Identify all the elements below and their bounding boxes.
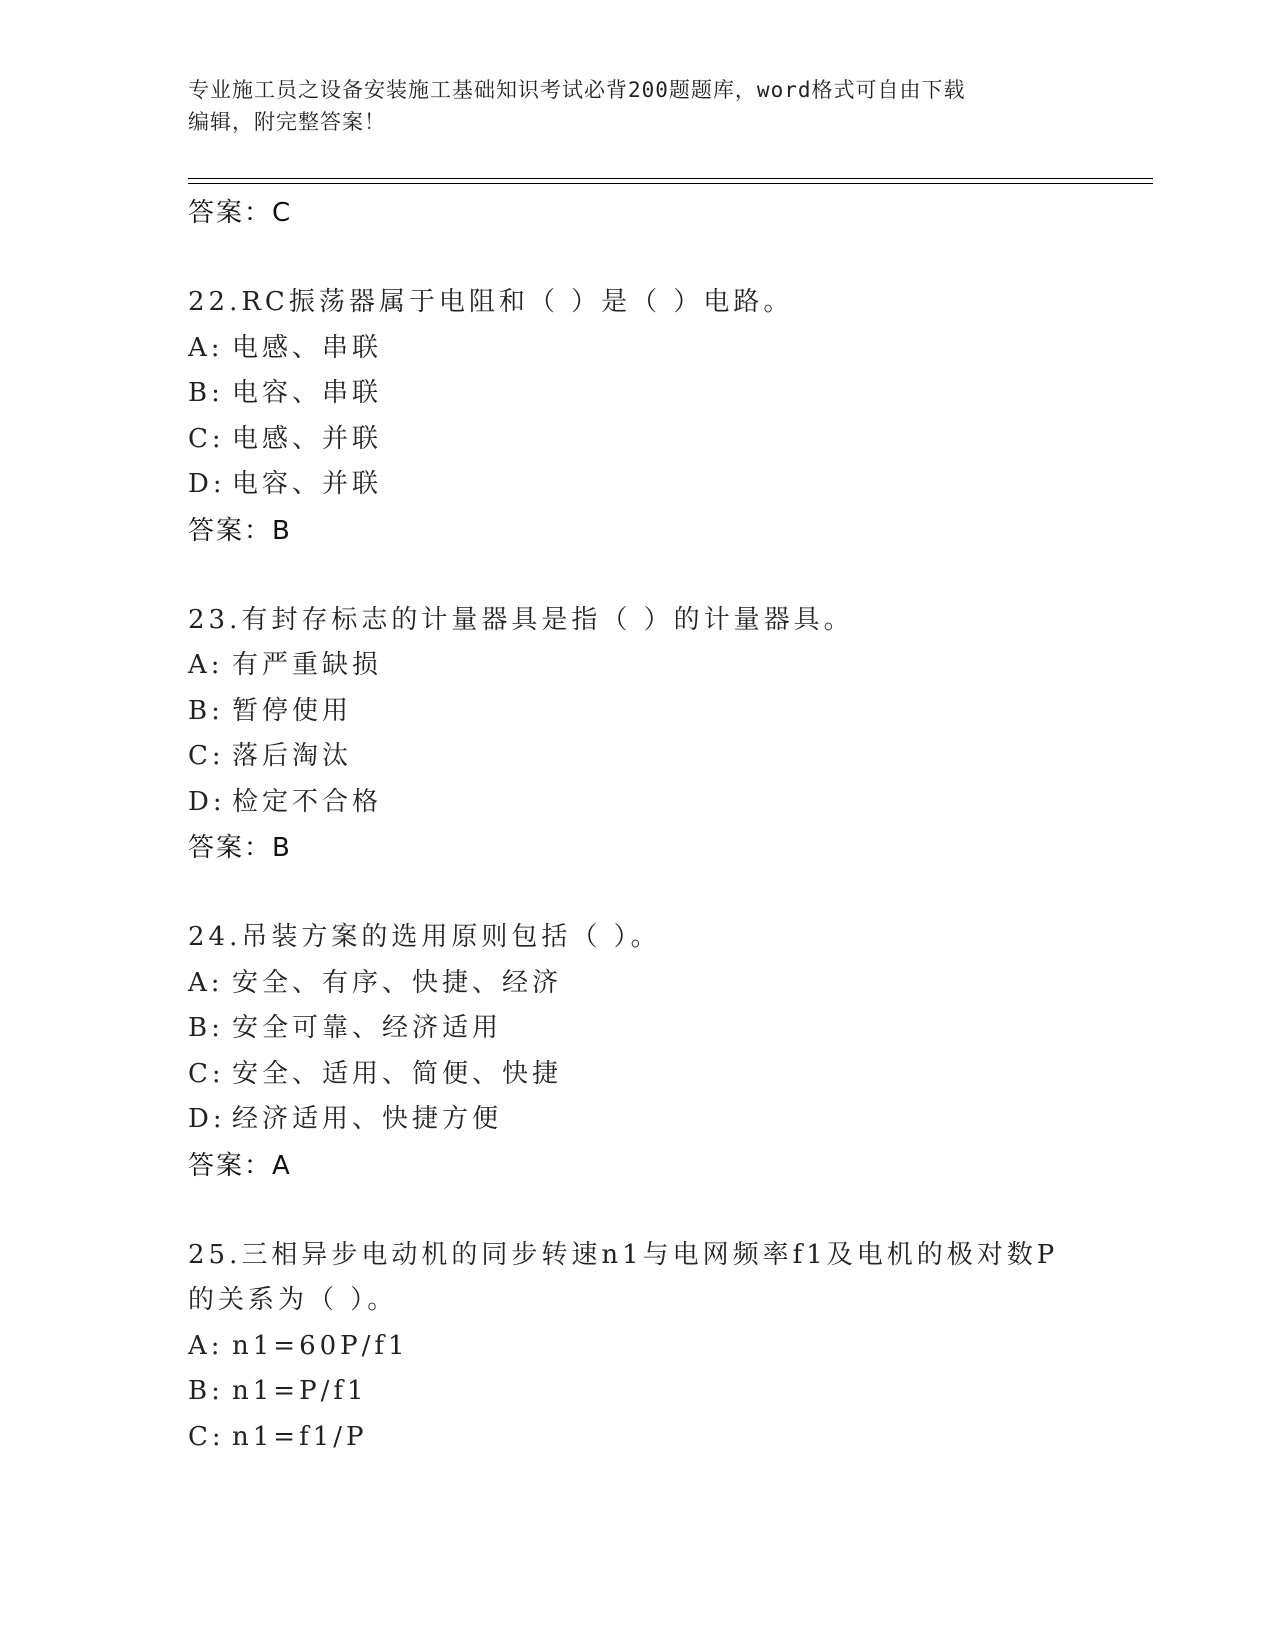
answer-option [188,1369,1108,1415]
option-letter: C: [188,741,225,771]
option-letter: C: [188,1058,225,1089]
header-line-2: 编辑，附完整答案！ [188,110,386,134]
question-stem: 22.RC振荡器属于电阻和（ ）是（ ）电路。 [188,287,794,317]
option-text: 有严重缺损 [232,650,383,680]
option-letter: B: [188,1013,224,1043]
option-letter: C: [188,423,225,454]
answer-option [188,371,1108,417]
question-item [188,915,1108,1189]
question-item [188,598,1108,872]
question-item [188,1233,1108,1461]
answer-option [188,1052,1108,1098]
answer-option [188,1097,1108,1143]
answer-option [188,643,1108,689]
answer-option [188,734,1108,780]
option-letter: B: [188,378,224,408]
option-text: n1=P/f1 [232,1376,368,1406]
answer-option [188,1415,1108,1461]
question-item [188,280,1108,554]
option-text: 电感、并联 [232,423,383,454]
question-stem: 23.有封存标志的计量器具是指（ ）的计量器具。 [188,604,854,635]
option-text: 电容、并联 [232,469,383,499]
option-text: 暂停使用 [232,695,353,726]
option-letter: D: [188,469,226,499]
option-text: 安全、有序、快捷、经济 [232,967,563,998]
option-text: n1=f1/P [232,1421,368,1452]
option-text: 经济适用、快捷方便 [232,1104,503,1134]
question-list [188,280,1108,1460]
option-letter: D: [188,1104,226,1134]
answer-option [188,689,1108,735]
option-letter: B: [188,695,224,726]
answer-option [188,462,1108,508]
document-body [188,190,1108,1460]
option-text: 安全可靠、经济适用 [232,1013,503,1043]
document-header [188,74,1088,138]
answer-option [188,1006,1108,1052]
option-text: 电容、串联 [232,378,383,408]
question-stem: 24.吊装方案的选用原则包括（ ）。 [188,922,661,952]
option-text: 电感、串联 [232,332,383,363]
option-letter: A: [188,332,224,363]
question-answer: 答案：B [188,833,292,863]
option-letter: A: [188,650,224,680]
question-answer: 答案：A [188,1150,292,1181]
answer-option [188,417,1108,463]
option-letter: D: [188,786,226,817]
answer-option [188,780,1108,826]
answer-option [188,1324,1108,1370]
option-text: 落后淘汰 [232,741,353,771]
option-letter: B: [188,1376,224,1406]
option-text: 检定不合格 [232,786,383,817]
option-letter: A: [188,1330,224,1361]
option-text: 安全、适用、简便、快捷 [232,1058,563,1089]
answer-option [188,326,1108,372]
header-divider-bottom [188,183,1153,184]
header-divider-top [188,178,1153,179]
option-letter: C: [188,1421,225,1452]
previous-answer: 答案：C [188,198,293,228]
answer-option [188,961,1108,1007]
option-text: n1=60P/f1 [232,1330,409,1361]
header-line-1: 专业施工员之设备安装施工基础知识考试必背200题题库，word格式可自由下载 [188,78,966,102]
option-letter: A: [188,967,224,998]
question-stem: 25.三相异步电动机的同步转速n1与电网频率f1及电机的极对数P的关系为（ ）。 [188,1239,1059,1315]
question-answer: 答案：B [188,515,292,546]
